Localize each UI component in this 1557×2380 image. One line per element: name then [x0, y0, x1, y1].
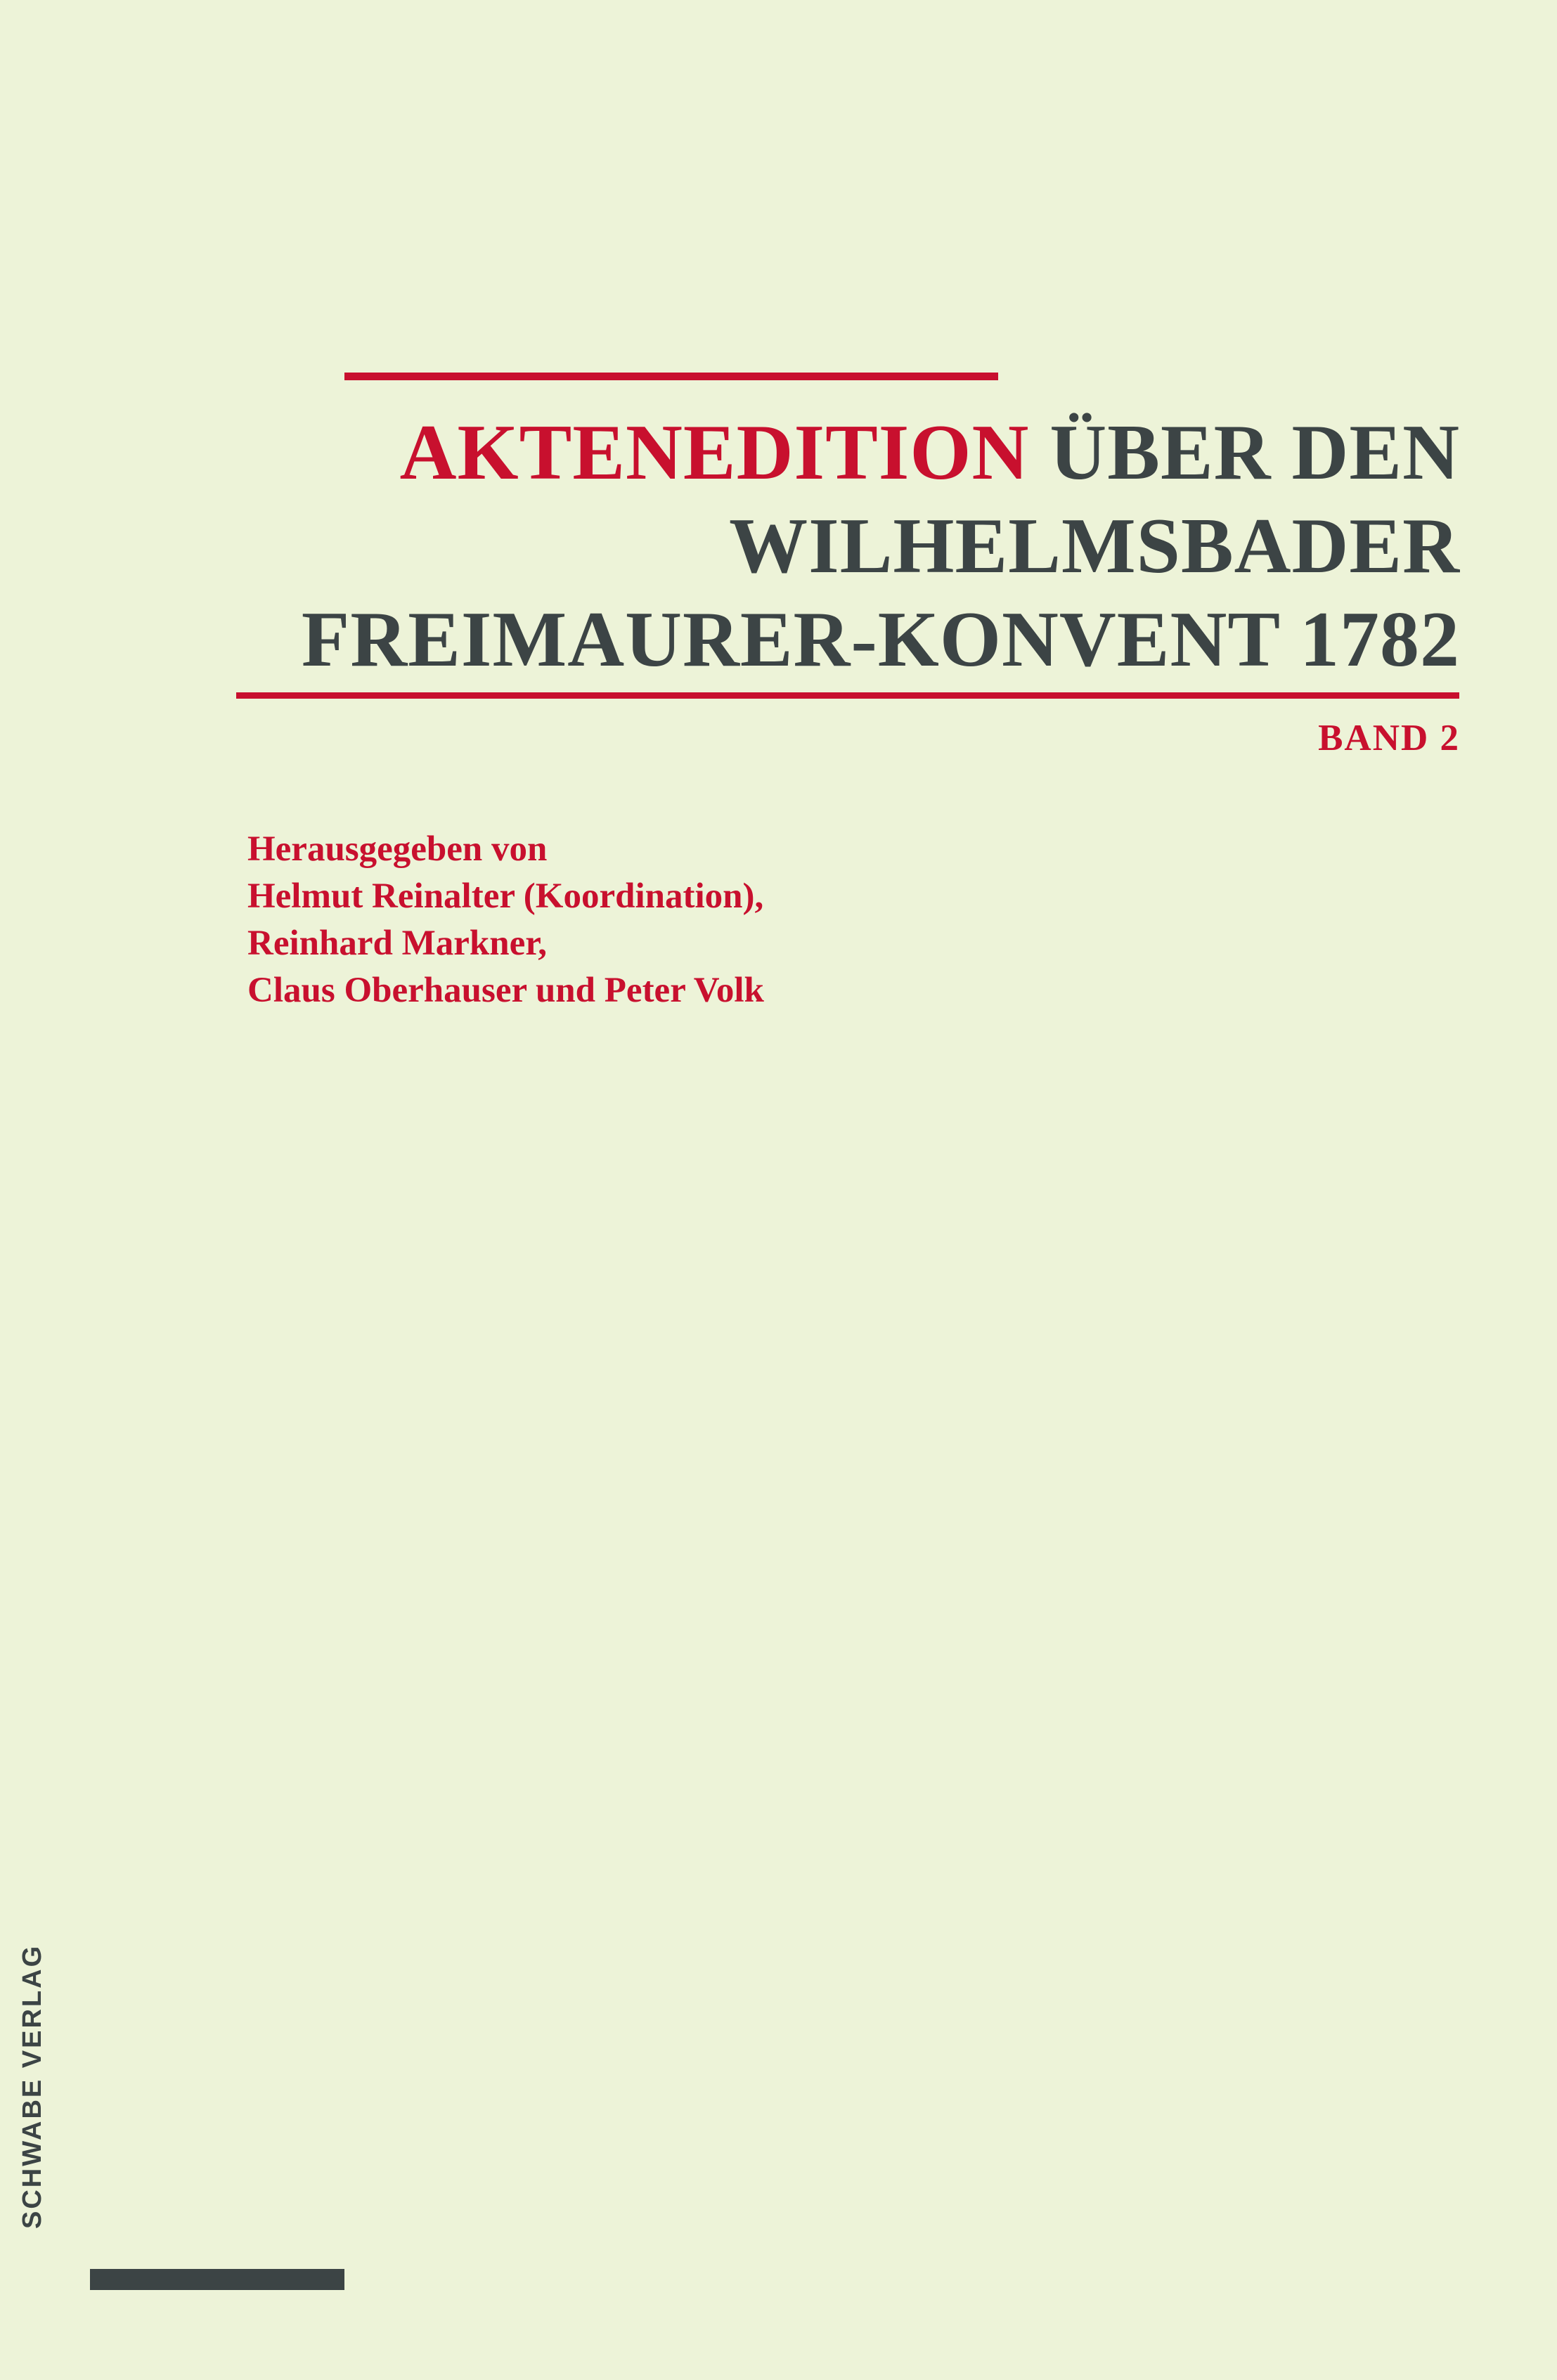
- title-accent-word: AKTENEDITION: [399, 409, 1030, 496]
- title-rule-top: [344, 373, 998, 380]
- book-title: [247, 406, 1460, 687]
- title-line-1-rest: ÜBER DEN: [1029, 409, 1460, 496]
- volume-label: BAND 2: [1318, 718, 1460, 758]
- publisher-logo-bar: [90, 2269, 344, 2290]
- editors-intro: Herausgegeben von: [247, 829, 548, 869]
- title-rule-bottom: [236, 692, 1459, 699]
- publisher-name: SCHWABE VERLAG: [18, 1944, 47, 2229]
- editors-block: [247, 826, 1161, 1014]
- title-line-1: [247, 406, 1460, 500]
- title-line-3: FREIMAURER-KONVENT 1782: [301, 596, 1460, 683]
- title-line-2: WILHELMSBADER: [729, 503, 1460, 590]
- editor-line-1: Helmut Reinalter (Koordination),: [247, 877, 764, 916]
- editor-line-2: Reinhard Markner,: [247, 924, 547, 963]
- editor-line-3: Claus Oberhauser und Peter Volk: [247, 971, 764, 1010]
